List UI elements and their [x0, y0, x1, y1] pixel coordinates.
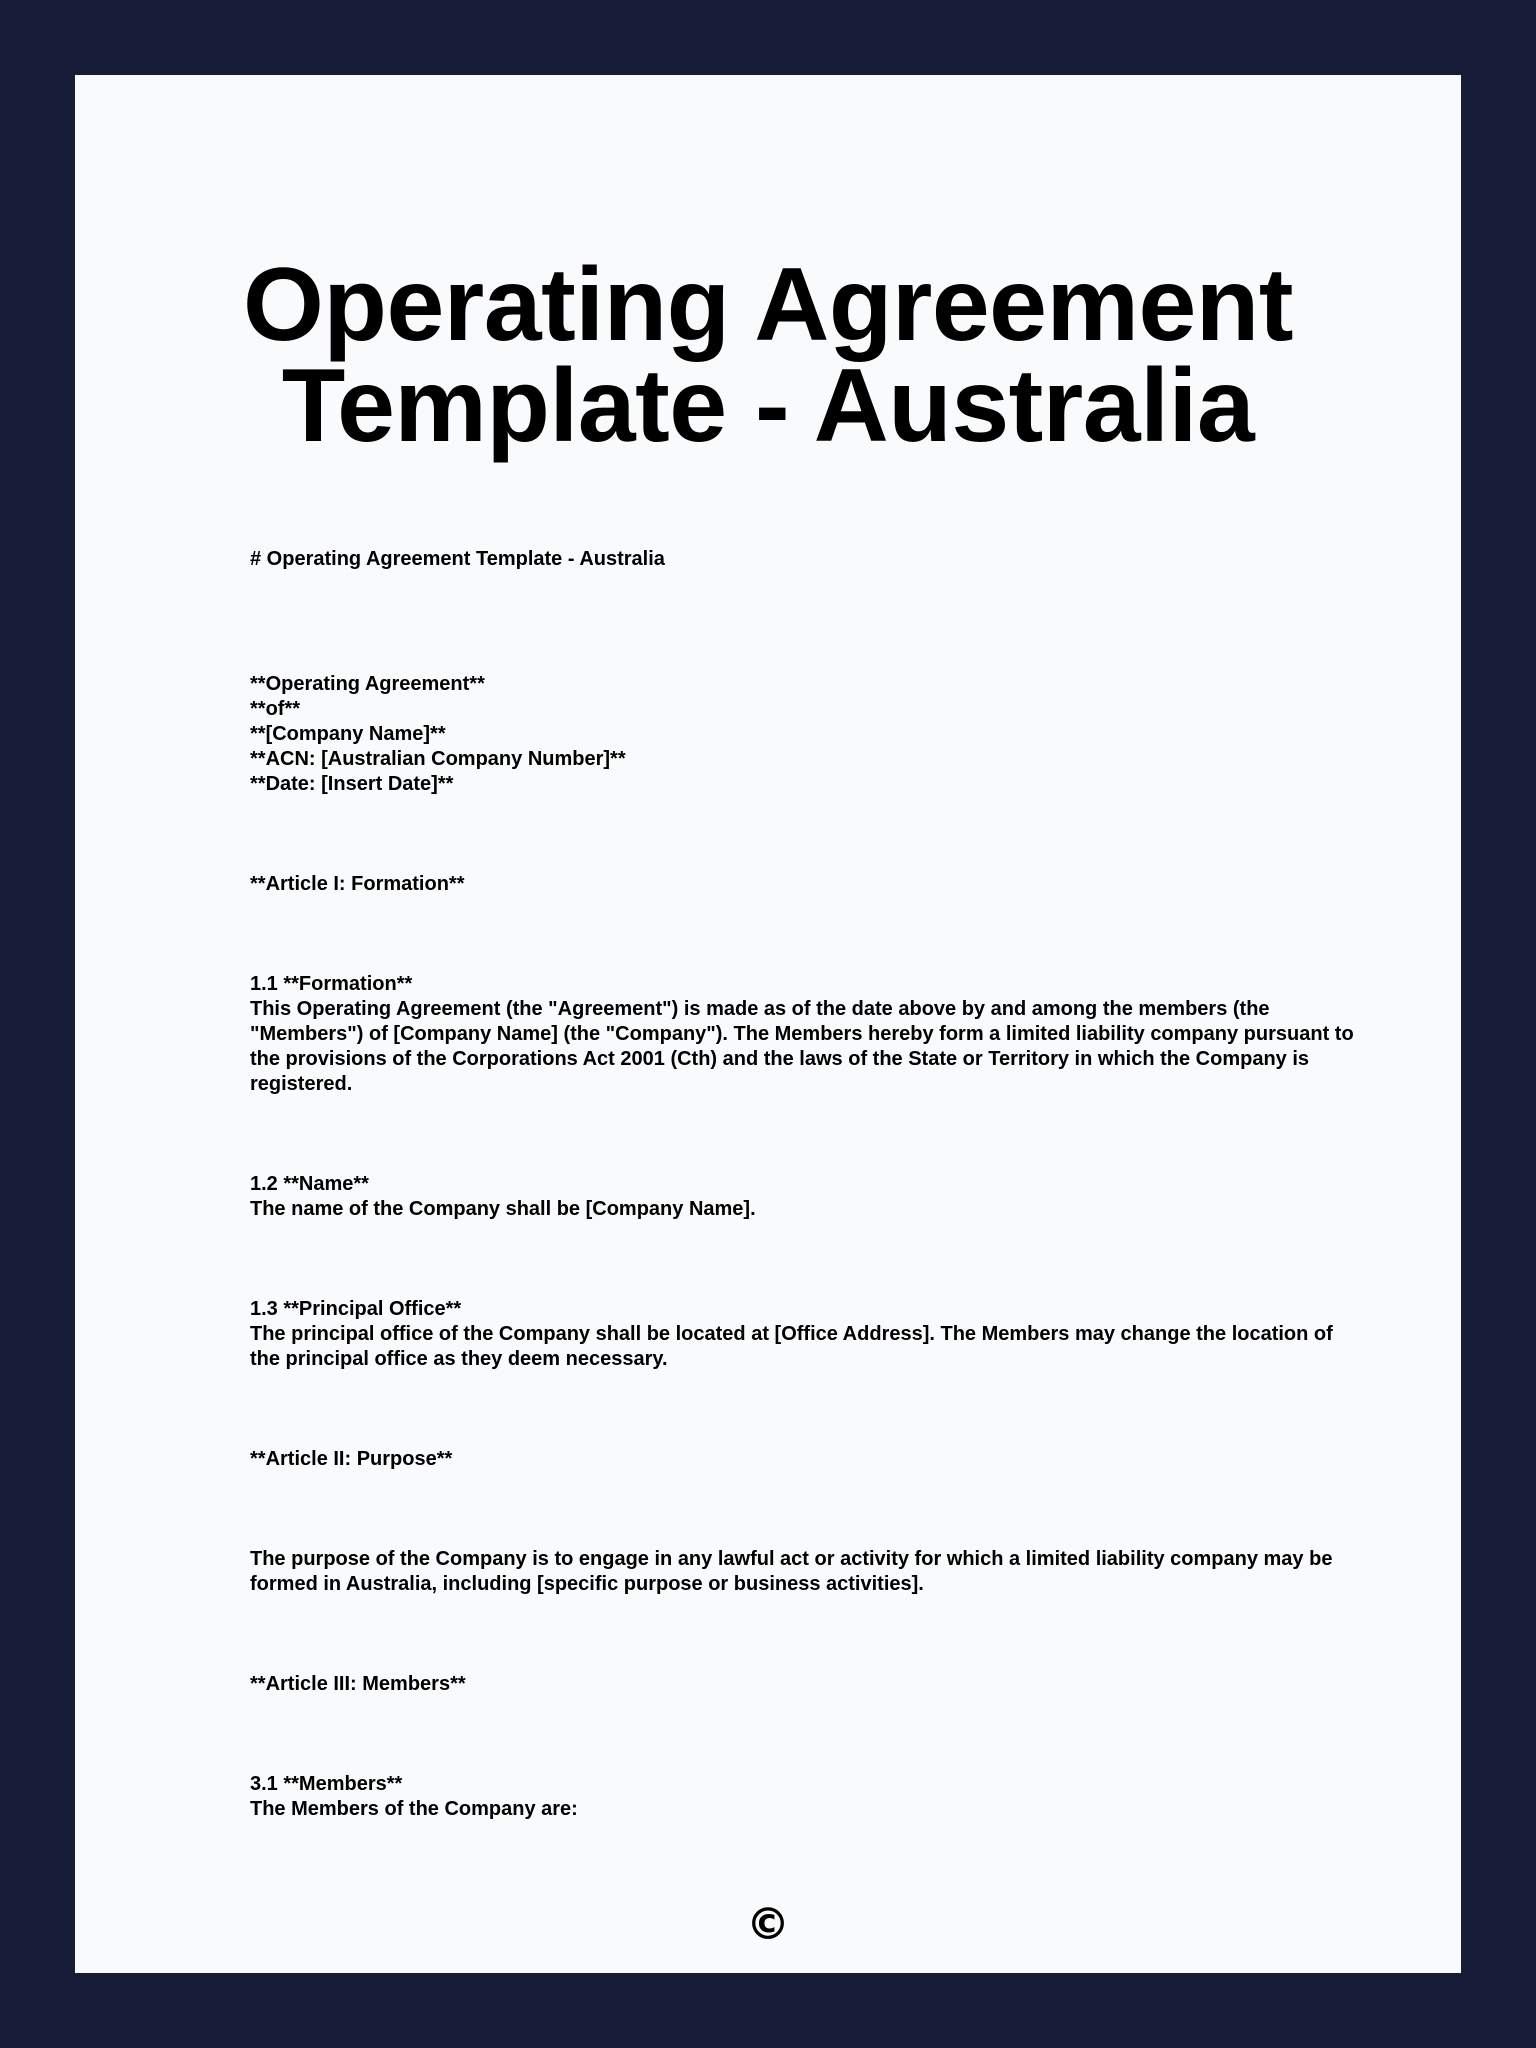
article-2-heading: **Article II: Purpose** — [250, 1448, 453, 1470]
section-1-1-formation: 1.1 **Formation** This Operating Agreement (the "Agreement") is made as of the date above by and among the members (the "Members") of [Company Name] (the "Company"). The Members hereby form a limited liability company pursuant to the provisions of the Corporations Act 2001 (Cth) and the laws of the State or Territory in which the Company is registered. — [250, 973, 1354, 1095]
document-title: Operating Agreement Template - Australia — [243, 247, 1293, 464]
agreement-header-block: **Operating Agreement** **of** **[Company Name]** **ACN: [Australian Company Number]** **Date: [Insert Date]** — [250, 673, 626, 795]
section-1-2-name: 1.2 **Name** The name of the Company shall be [Company Name]. — [250, 1173, 756, 1220]
markdown-heading: # Operating Agreement Template - Australia — [250, 548, 665, 570]
article-3-heading: **Article III: Members** — [250, 1673, 466, 1695]
document-page — [75, 75, 1461, 1973]
copyright-icon: © — [746, 1899, 790, 1950]
section-3-1-members: 3.1 **Members** The Members of the Company are: — [250, 1773, 578, 1820]
article-2-purpose-text: The purpose of the Company is to engage in any lawful act or activity for which a limited liability company may be formed in Australia, including [specific purpose or business activities]. — [250, 1548, 1333, 1595]
document-body — [250, 547, 1360, 1897]
article-1-heading: **Article I: Formation** — [250, 873, 465, 895]
section-1-3-principal-office: 1.3 **Principal Office** The principal office of the Company shall be located at [Office Address]. The Members may change the location of the principal office as they deem necessary. — [250, 1298, 1333, 1370]
